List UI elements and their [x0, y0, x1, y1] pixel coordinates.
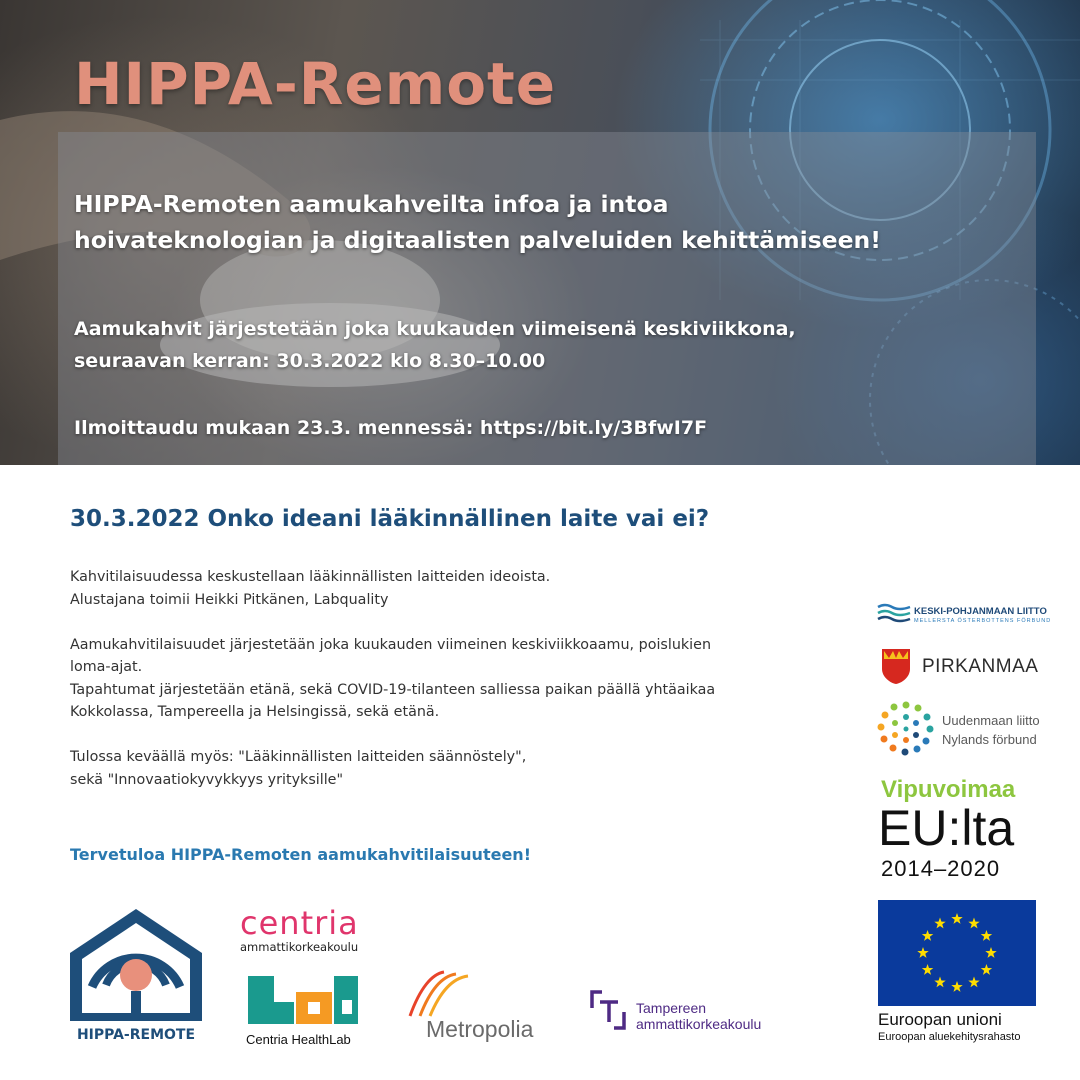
- pirkanmaa-crest-icon: [880, 647, 912, 685]
- eu-star-9: [922, 964, 933, 975]
- eu-name: Euroopan unioni: [878, 1010, 1002, 1029]
- eu-star-12: [934, 918, 945, 929]
- text-line: Tapahtumat järjestetään etänä, sekä COVID-19-tilanteen salliessa paikan päällä yhtäaikaa: [70, 681, 716, 698]
- tamk-t-shape: [600, 1002, 618, 1022]
- eu-flag: [878, 900, 1036, 1006]
- healthlab-b-hole: [342, 1000, 352, 1014]
- eu-star-5: [981, 964, 992, 975]
- eu-star-1: [951, 913, 962, 924]
- centria-healthlab-logo: [246, 972, 376, 1052]
- kp-wave-2: [878, 611, 910, 615]
- hero-headline: [74, 186, 881, 258]
- kp-waves-icon: [876, 603, 912, 625]
- eu-star-2: [968, 918, 979, 929]
- kp-subtitle: MELLERSTA ÖSTERBOTTENS FÖRBUND: [914, 618, 1052, 624]
- eu-fund: Euroopan aluekehitysrahasto: [878, 1031, 1021, 1043]
- eu-star-8: [934, 976, 945, 987]
- person-head: [120, 959, 152, 991]
- uusimaa-line1: Uudenmaan liitto: [942, 713, 1040, 728]
- uusimaa-dots-icon: [876, 699, 936, 757]
- hippa-remote-label: HIPPA-REMOTE: [76, 1027, 196, 1043]
- text-line: Alustajana toimii Heikki Pitkänen, Labquality: [70, 591, 389, 608]
- text-line: Aamukahvitilaisuudet järjestetään joka kuukauden viimeinen keskiviikkoaamu, poislukien: [70, 636, 712, 653]
- hero-info-line2: seuraavan kerran: 30.3.2022 klo 8.30–10.00: [74, 350, 546, 372]
- metropolia-logo: [404, 968, 564, 1048]
- tamk-mark-icon: [588, 988, 628, 1032]
- hero-headline-line2: hoivateknologian ja digitaalisten palveluiden kehittämiseen!: [74, 226, 882, 254]
- uusimaa-name: [942, 711, 1040, 749]
- kp-wave-1: [878, 605, 910, 609]
- uudenmaan-liitto-logo: [876, 699, 1046, 757]
- tamk-line1: Tampereen: [636, 1000, 707, 1016]
- swoosh-3: [430, 976, 468, 1016]
- tamk-logo: [588, 988, 788, 1038]
- tamk-line2: ammattikorkeakoulu: [636, 1016, 762, 1032]
- hero-headline-line1: HIPPA-Remoten aamukahveilta infoa ja intoa: [74, 190, 669, 218]
- text-line: Tulossa keväällä myös: "Lääkinnällisten laitteiden säännöstely",: [70, 749, 527, 765]
- vipu-top-text: Vipuvoimaa: [881, 776, 1016, 803]
- healthlab-a-hole: [308, 1002, 320, 1014]
- paragraph-intro: [70, 566, 860, 611]
- kp-wave-3: [878, 617, 910, 621]
- vipuvoimaa-eulta-logo: [878, 776, 1043, 886]
- text-line: Kokkolassa, Tampereella ja Helsingissä, sekä etänä.: [70, 704, 440, 720]
- hero-banner: [0, 0, 1080, 465]
- vipu-middle-text: EU:lta: [878, 800, 1015, 856]
- text-line: Kahvitilaisuudessa keskustellaan lääkinnällisten laitteiden ideoista.: [70, 569, 551, 585]
- healthlab-label: Centria HealthLab: [246, 1032, 351, 1047]
- eu-star-6: [968, 976, 979, 987]
- hero-title: HIPPA-Remote: [74, 50, 557, 118]
- person-body: [131, 991, 141, 1013]
- healthlab-mark-icon: [246, 972, 376, 1028]
- tamk-bracket-right: [614, 1012, 624, 1028]
- hero-schedule-info: [74, 313, 796, 377]
- event-description: [70, 566, 860, 814]
- welcome-text: Tervetuloa HIPPA-Remoten aamukahvitilaisuuteen!: [70, 845, 531, 864]
- vipu-years-text: 2014–2020: [881, 856, 1001, 881]
- text-line: sekä "Innovaatiokyvykkyys yrityksille": [70, 771, 344, 788]
- pirkanmaa-name: PIRKANMAA: [922, 656, 1039, 677]
- metropolia-swoosh-icon: [404, 968, 484, 1018]
- metropolia-label: Metropolia: [426, 1016, 534, 1042]
- paragraph-upcoming: [70, 746, 860, 791]
- eu-star-4: [985, 947, 996, 958]
- eu-stars-icon: [878, 900, 1036, 1006]
- paragraph-schedule: [70, 634, 860, 724]
- pirkanmaa-logo: [880, 647, 1045, 687]
- hero-info-line1: Aamukahvit järjestetään joka kuukauden viimeisenä keskiviikkona,: [74, 318, 796, 340]
- centria-name: centria: [240, 904, 359, 942]
- kp-name: KESKI-POHJANMAAN LIITTO: [914, 606, 1047, 617]
- eu-logo: [878, 900, 1038, 1048]
- eu-star-10: [917, 947, 928, 958]
- text-line: loma-ajat.: [70, 659, 143, 675]
- eu-star-7: [951, 981, 962, 992]
- hippa-remote-logo: [66, 905, 206, 1053]
- swoosh-1: [410, 972, 444, 1016]
- event-title: 30.3.2022 Onko ideani lääkinnällinen laite vai ei?: [70, 506, 710, 532]
- eu-star-11: [922, 930, 933, 941]
- tamk-bracket-left: [592, 992, 602, 1008]
- keski-pohjanmaan-liitto-logo: [876, 603, 1052, 629]
- tamk-label: [636, 1000, 761, 1032]
- dots-group: [878, 702, 934, 756]
- uusimaa-line2: Nylands förbund: [942, 732, 1037, 747]
- centria-logo: [240, 906, 390, 956]
- hippa-house-icon: [66, 905, 206, 1025]
- eu-star-3: [981, 930, 992, 941]
- hero-registration[interactable]: Ilmoittaudu mukaan 23.3. mennessä: https://bit.ly/3BfwI7F: [74, 417, 708, 439]
- healthlab-l-shape: [248, 976, 294, 1024]
- swoosh-2: [420, 974, 456, 1016]
- centria-subtitle: ammattikorkeakoulu: [240, 940, 359, 954]
